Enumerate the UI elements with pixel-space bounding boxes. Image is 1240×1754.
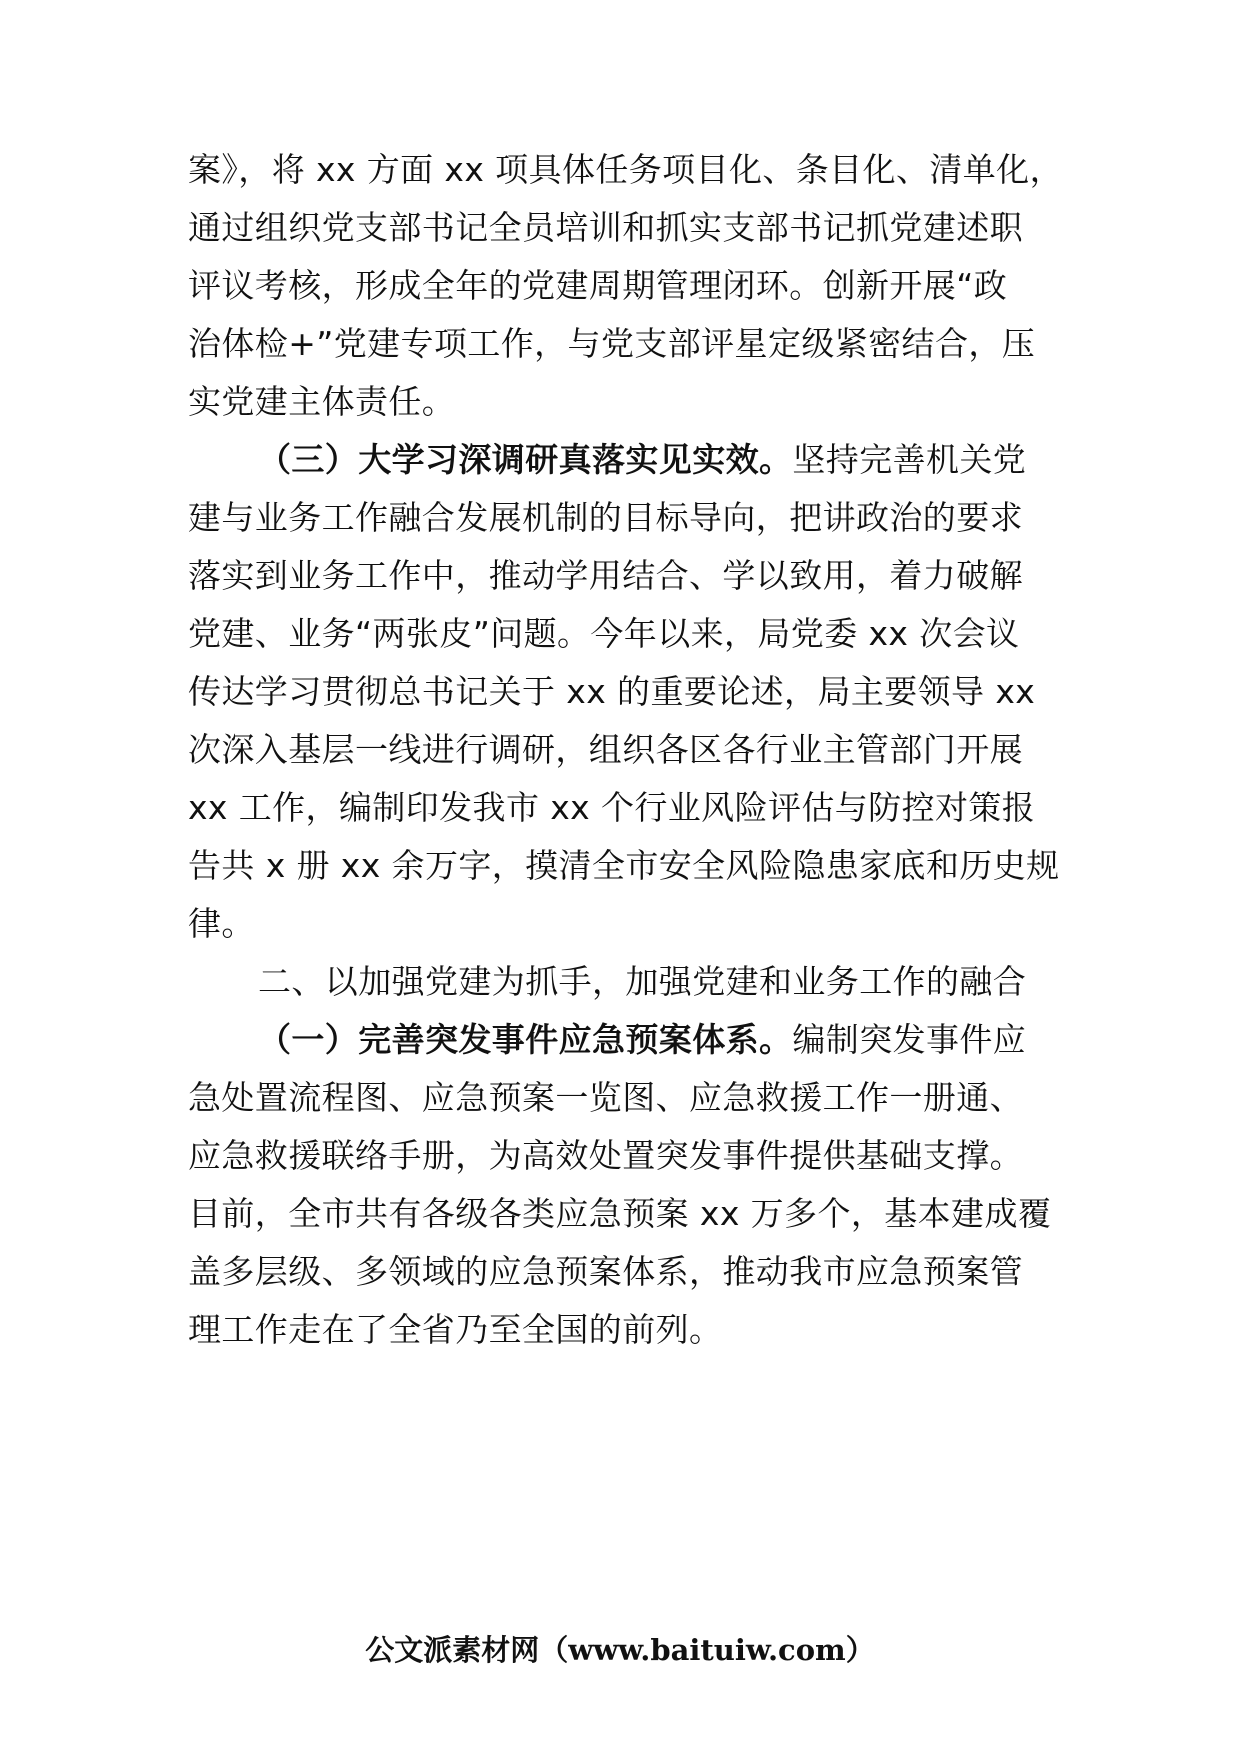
body-line: 落实到业务工作中，推动学用结合、学以致用，着力破解: [188, 556, 1023, 595]
body-line: 应急救援联络手册，为高效处置突发事件提供基础支撑。: [188, 1136, 1023, 1175]
section-3-heading: （三）大学习深调研真落实见实效。: [258, 440, 793, 479]
body-line: 传达学习贯彻总书记关于 xx 的重要论述，局主要领导 xx: [188, 672, 1036, 711]
body-line: xx 工作，编制印发我市 xx 个行业风险评估与防控对策报: [188, 788, 1036, 827]
body-line: 实党建主体责任。: [188, 382, 456, 421]
section-1-lead-text: 编制突发事件应: [792, 1020, 1027, 1059]
body-line: 次深入基层一线进行调研，组织各区各行业主管部门开展: [188, 730, 1023, 769]
footer-watermark-text: 公文派素材网（www.baituiw.com）: [365, 1633, 875, 1667]
body-line: 告共 x 册 xx 余万字，摸清全市安全风险隐患家底和历史规: [188, 846, 1060, 885]
section-1-heading: （一）完善突发事件应急预案体系。: [258, 1020, 793, 1059]
section-2-heading: 二、以加强党建为抓手，加强党建和业务工作的融合: [258, 962, 1027, 1001]
body-line: 通过组织党支部书记全员培训和抓实支部书记抓党建述职: [188, 208, 1023, 247]
body-line: 急处置流程图、应急预案一览图、应急救援工作一册通、: [188, 1078, 1023, 1117]
body-line: 治体检+”党建专项工作，与党支部评星定级紧密结合，压: [188, 324, 1036, 363]
section-1-paragraph-start: [258, 1020, 1026, 1060]
section-3-paragraph-start: [258, 440, 1026, 480]
section-3-lead-text: 坚持完善机关党: [792, 440, 1027, 479]
body-line: 评议考核，形成全年的党建周期管理闭环。创新开展“政: [188, 266, 1008, 305]
body-line: 理工作走在了全省乃至全国的前列。: [188, 1310, 723, 1349]
body-line: 律。: [188, 904, 255, 943]
body-line: 党建、业务“两张皮”问题。今年以来，局党委 xx 次会议: [188, 614, 1020, 653]
body-line: 目前，全市共有各级各类应急预案 xx 万多个，基本建成覆: [188, 1194, 1052, 1233]
body-line: 盖多层级、多领域的应急预案体系，推动我市应急预案管: [188, 1252, 1023, 1291]
body-line: 案》，将 xx 方面 xx 项具体任务项目化、条目化、清单化，: [188, 150, 1063, 189]
body-line: 建与业务工作融合发展机制的目标导向，把讲政治的要求: [188, 498, 1023, 537]
